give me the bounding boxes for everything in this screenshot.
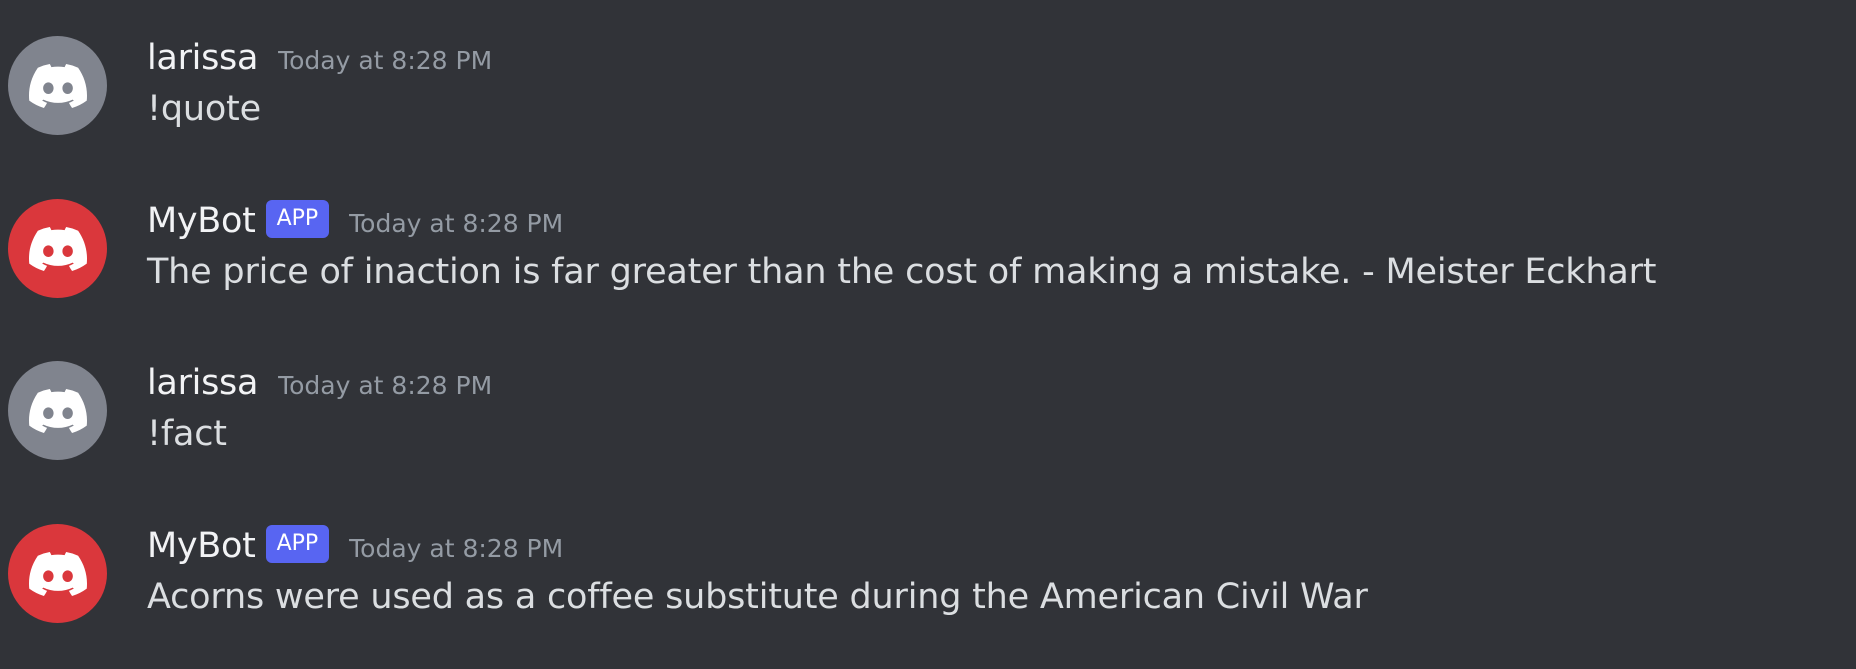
username[interactable]: larissa	[147, 363, 259, 403]
message-content: !quote	[147, 89, 261, 129]
message-header	[147, 361, 492, 405]
message-header	[147, 199, 563, 243]
username[interactable]: larissa	[147, 38, 259, 78]
avatar[interactable]	[8, 361, 107, 460]
message-header	[147, 36, 492, 80]
avatar[interactable]	[8, 524, 107, 623]
timestamp[interactable]: Today at 8:28 PM	[278, 46, 493, 75]
timestamp[interactable]: Today at 8:28 PM	[278, 371, 493, 400]
message-item	[0, 36, 1856, 166]
avatar[interactable]	[8, 36, 107, 135]
username[interactable]: MyBot	[147, 201, 256, 241]
username[interactable]: MyBot	[147, 526, 256, 566]
message-item	[0, 524, 1856, 654]
avatar[interactable]	[8, 199, 107, 298]
message-content: !fact	[147, 414, 227, 454]
message-item	[0, 199, 1856, 329]
message-header	[147, 524, 563, 568]
discord-logo-icon	[29, 545, 87, 603]
message-content: The price of inaction is far greater than the cost of making a mistake. - Meister Eckhart	[147, 252, 1657, 292]
message-content: Acorns were used as a coffee substitute during the American Civil War	[147, 577, 1368, 617]
app-tag-badge: APP	[266, 200, 330, 238]
timestamp[interactable]: Today at 8:28 PM	[349, 534, 564, 563]
discord-logo-icon	[29, 220, 87, 278]
timestamp[interactable]: Today at 8:28 PM	[349, 209, 564, 238]
app-tag-badge: APP	[266, 525, 330, 563]
discord-logo-icon	[29, 57, 87, 115]
discord-logo-icon	[29, 382, 87, 440]
message-item	[0, 361, 1856, 491]
